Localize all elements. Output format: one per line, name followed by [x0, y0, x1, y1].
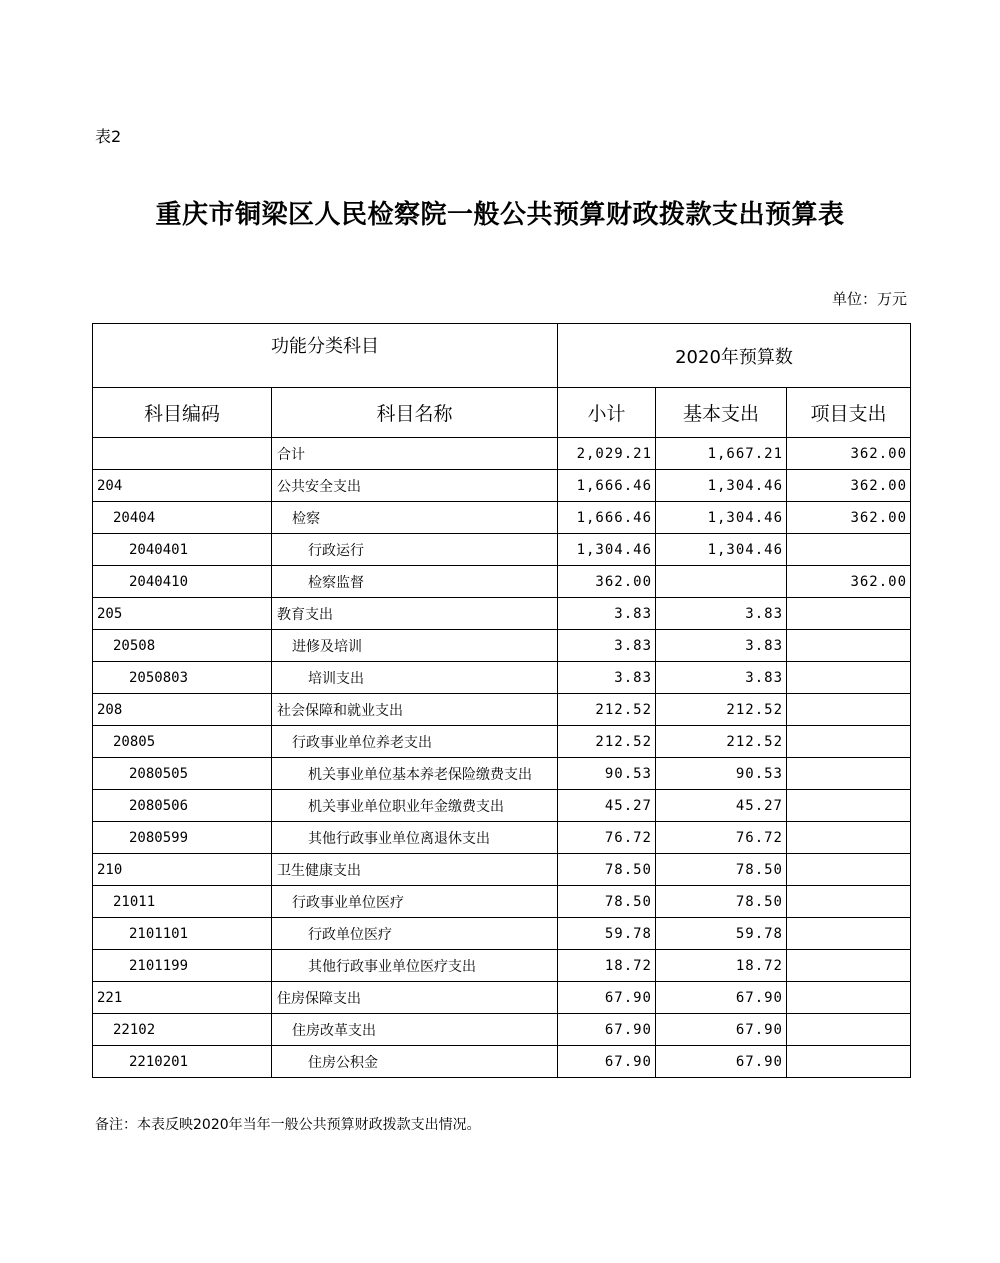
cell-name: 行政事业单位养老支出 — [272, 726, 558, 758]
cell-code: 205 — [93, 598, 272, 630]
header-row-group — [93, 324, 911, 388]
table-row — [93, 534, 911, 566]
cell-code: 2050803 — [93, 662, 272, 694]
cell-code: 2101199 — [93, 950, 272, 982]
cell-project — [787, 1046, 911, 1078]
header-budget-year: 2020年预算数 — [558, 324, 911, 388]
table-row — [93, 982, 911, 1014]
cell-project: 362.00 — [787, 502, 911, 534]
cell-subtotal: 1,666.46 — [558, 502, 656, 534]
cell-name: 行政单位医疗 — [272, 918, 558, 950]
header-project: 项目支出 — [787, 388, 911, 438]
cell-project — [787, 822, 911, 854]
table-row — [93, 822, 911, 854]
cell-subtotal: 1,304.46 — [558, 534, 656, 566]
cell-code: 22102 — [93, 1014, 272, 1046]
cell-code: 2040410 — [93, 566, 272, 598]
cell-subtotal: 45.27 — [558, 790, 656, 822]
cell-code: 2080599 — [93, 822, 272, 854]
table-row — [93, 694, 911, 726]
cell-name: 行政事业单位医疗 — [272, 886, 558, 918]
cell-project — [787, 726, 911, 758]
cell-subtotal: 67.90 — [558, 1014, 656, 1046]
cell-code: 21011 — [93, 886, 272, 918]
cell-project: 362.00 — [787, 470, 911, 502]
cell-basic: 18.72 — [656, 950, 787, 982]
cell-name: 其他行政事业单位医疗支出 — [272, 950, 558, 982]
table-row — [93, 630, 911, 662]
cell-code: 2101101 — [93, 918, 272, 950]
cell-subtotal: 67.90 — [558, 982, 656, 1014]
cell-basic: 67.90 — [656, 1046, 787, 1078]
table-row — [93, 726, 911, 758]
footnote: 备注：本表反映2020年当年一般公共预算财政拨款支出情况。 — [95, 1117, 481, 1133]
table-header — [93, 324, 911, 438]
cell-basic: 78.50 — [656, 886, 787, 918]
cell-project — [787, 662, 911, 694]
budget-table — [92, 323, 911, 1078]
cell-name: 社会保障和就业支出 — [272, 694, 558, 726]
cell-project — [787, 630, 911, 662]
table-row — [93, 886, 911, 918]
table-row — [93, 918, 911, 950]
cell-name: 机关事业单位基本养老保险缴费支出 — [272, 758, 558, 790]
cell-name: 住房保障支出 — [272, 982, 558, 1014]
cell-subtotal: 67.90 — [558, 1046, 656, 1078]
cell-subtotal: 3.83 — [558, 598, 656, 630]
cell-code — [93, 438, 272, 470]
cell-project — [787, 790, 911, 822]
table-body — [93, 438, 911, 1078]
cell-project — [787, 758, 911, 790]
header-row-columns — [93, 388, 911, 438]
cell-project: 362.00 — [787, 566, 911, 598]
cell-subtotal: 78.50 — [558, 886, 656, 918]
cell-name: 其他行政事业单位离退休支出 — [272, 822, 558, 854]
cell-code: 2080505 — [93, 758, 272, 790]
table-row — [93, 566, 911, 598]
cell-project — [787, 1014, 911, 1046]
cell-basic: 3.83 — [656, 662, 787, 694]
cell-name: 培训支出 — [272, 662, 558, 694]
cell-basic: 76.72 — [656, 822, 787, 854]
cell-project — [787, 918, 911, 950]
cell-subtotal: 362.00 — [558, 566, 656, 598]
cell-name: 检察监督 — [272, 566, 558, 598]
cell-name: 合计 — [272, 438, 558, 470]
cell-basic: 3.83 — [656, 598, 787, 630]
cell-basic: 45.27 — [656, 790, 787, 822]
cell-basic: 1,304.46 — [656, 470, 787, 502]
table-row — [93, 790, 911, 822]
cell-subtotal: 90.53 — [558, 758, 656, 790]
table-row — [93, 470, 911, 502]
cell-basic: 1,304.46 — [656, 502, 787, 534]
table-row — [93, 502, 911, 534]
cell-project — [787, 598, 911, 630]
cell-project — [787, 886, 911, 918]
cell-subtotal: 76.72 — [558, 822, 656, 854]
cell-basic: 78.50 — [656, 854, 787, 886]
cell-name: 行政运行 — [272, 534, 558, 566]
cell-name: 进修及培训 — [272, 630, 558, 662]
cell-code: 221 — [93, 982, 272, 1014]
cell-basic: 1,667.21 — [656, 438, 787, 470]
table-number: 表2 — [95, 127, 122, 146]
cell-subtotal: 18.72 — [558, 950, 656, 982]
cell-subtotal: 212.52 — [558, 726, 656, 758]
cell-subtotal: 59.78 — [558, 918, 656, 950]
cell-name: 住房改革支出 — [272, 1014, 558, 1046]
cell-code: 2040401 — [93, 534, 272, 566]
table-row — [93, 598, 911, 630]
cell-project — [787, 950, 911, 982]
cell-code: 20805 — [93, 726, 272, 758]
cell-project — [787, 982, 911, 1014]
cell-subtotal: 1,666.46 — [558, 470, 656, 502]
cell-name: 机关事业单位职业年金缴费支出 — [272, 790, 558, 822]
cell-name: 公共安全支出 — [272, 470, 558, 502]
cell-basic: 59.78 — [656, 918, 787, 950]
cell-basic: 67.90 — [656, 1014, 787, 1046]
header-code: 科目编码 — [93, 388, 272, 438]
table-row — [93, 854, 911, 886]
cell-subtotal: 78.50 — [558, 854, 656, 886]
table-row — [93, 438, 911, 470]
table-row — [93, 758, 911, 790]
cell-basic: 212.52 — [656, 694, 787, 726]
cell-code: 204 — [93, 470, 272, 502]
cell-project — [787, 854, 911, 886]
cell-code: 210 — [93, 854, 272, 886]
cell-code: 20404 — [93, 502, 272, 534]
header-basic: 基本支出 — [656, 388, 787, 438]
header-function-category: 功能分类科目 — [93, 324, 558, 388]
table-row — [93, 662, 911, 694]
cell-subtotal: 3.83 — [558, 662, 656, 694]
cell-name: 住房公积金 — [272, 1046, 558, 1078]
page-title: 重庆市铜梁区人民检察院一般公共预算财政拨款支出预算表 — [155, 200, 845, 230]
table-row — [93, 950, 911, 982]
cell-name: 检察 — [272, 502, 558, 534]
cell-name: 卫生健康支出 — [272, 854, 558, 886]
cell-project — [787, 694, 911, 726]
header-name: 科目名称 — [272, 388, 558, 438]
cell-code: 2080506 — [93, 790, 272, 822]
table-row — [93, 1046, 911, 1078]
cell-project: 362.00 — [787, 438, 911, 470]
table-row — [93, 1014, 911, 1046]
cell-code: 2210201 — [93, 1046, 272, 1078]
cell-code: 20508 — [93, 630, 272, 662]
cell-basic: 3.83 — [656, 630, 787, 662]
cell-subtotal: 3.83 — [558, 630, 656, 662]
cell-name: 教育支出 — [272, 598, 558, 630]
header-subtotal: 小计 — [558, 388, 656, 438]
unit-label: 单位：万元 — [831, 290, 907, 308]
cell-subtotal: 212.52 — [558, 694, 656, 726]
cell-basic: 90.53 — [656, 758, 787, 790]
cell-basic: 67.90 — [656, 982, 787, 1014]
cell-subtotal: 2,029.21 — [558, 438, 656, 470]
cell-basic: 212.52 — [656, 726, 787, 758]
cell-basic: 1,304.46 — [656, 534, 787, 566]
cell-basic — [656, 566, 787, 598]
cell-code: 208 — [93, 694, 272, 726]
cell-project — [787, 534, 911, 566]
